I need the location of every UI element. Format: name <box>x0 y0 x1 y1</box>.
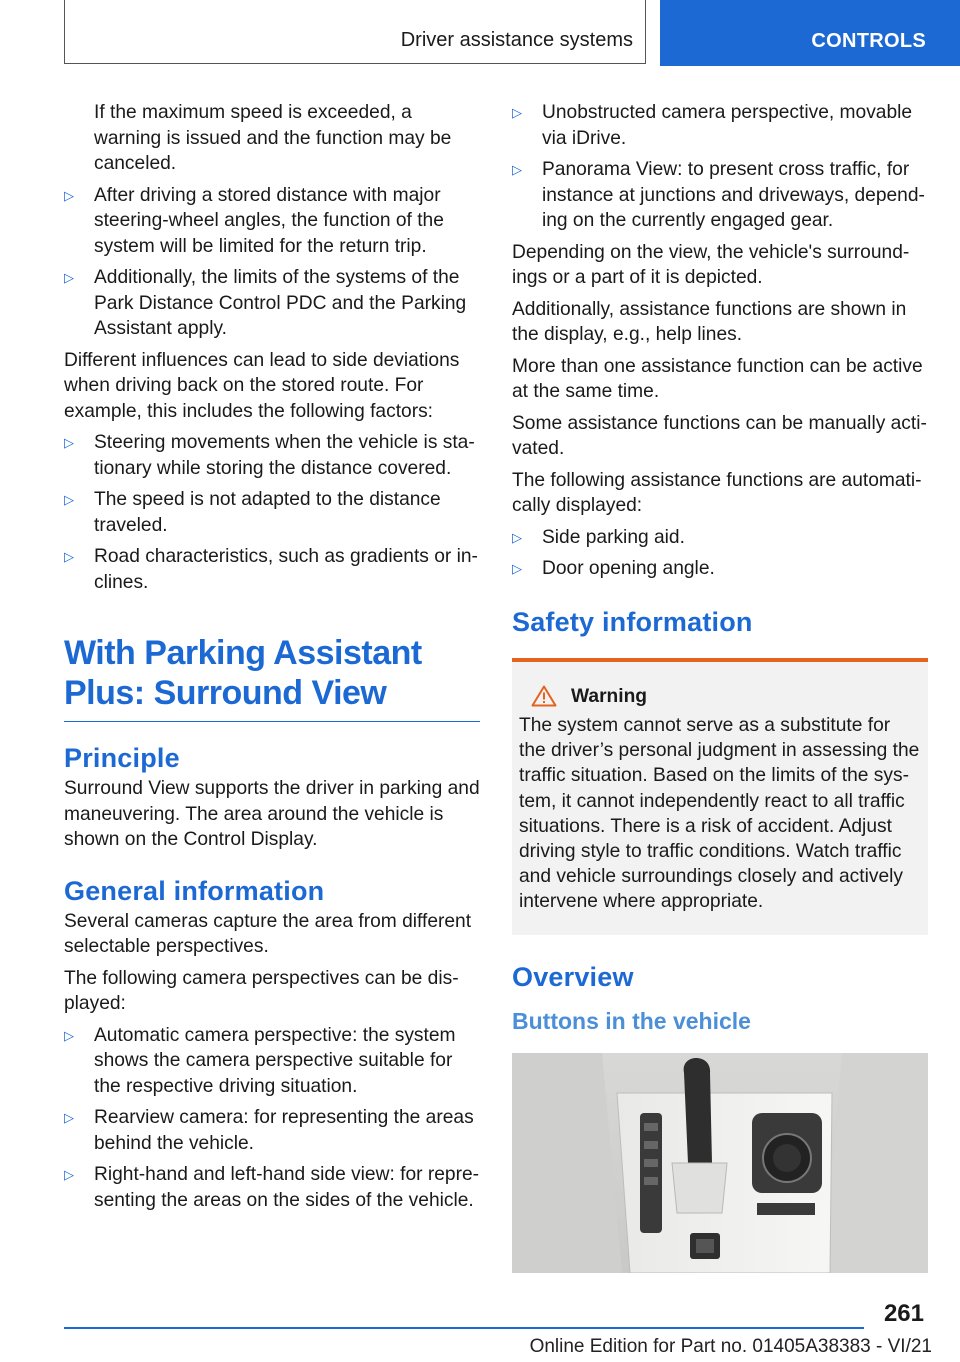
warning-text: The system cannot serve as a substitute for the driver’s personal judgment in assessing the traffic situation. Based on the limits of the system, it cannot independently react to all traffic situations. There is a risk of accident. Adjust driving style to traffic conditions. Watch traffic and vehicle surroundings closely and actively intervene where appropriate. <box>519 715 920 913</box>
list-item: ▷ Road characteristics, such as gradients or inclines. <box>64 546 478 593</box>
footer-divider <box>64 1327 864 1329</box>
automatic-display-paragraph: The following assistance functions are automatically displayed: <box>512 469 922 516</box>
page-number: 261 <box>883 1300 924 1327</box>
header-chapter-label: CONTROLS <box>811 30 926 52</box>
general-text-1: Several cameras capture the area from different selectable perspectives. <box>64 910 472 957</box>
triangle-bullet-icon: ▷ <box>64 435 74 450</box>
triangle-bullet-icon: ▷ <box>64 492 74 507</box>
overview-heading: Overview <box>512 961 634 992</box>
buttons-in-vehicle-heading: Buttons in the vehicle <box>512 1007 751 1034</box>
center-console-image <box>512 1053 928 1273</box>
triangle-bullet-icon: ▷ <box>512 561 522 576</box>
triangle-bullet-icon: ▷ <box>64 270 74 285</box>
header-section-title: Driver assistance systems <box>400 29 633 51</box>
perspectives-list-continued <box>512 100 928 234</box>
view-paragraph: Depending on the view, the vehicle's surroundings or a part of it is depicted. <box>512 241 910 288</box>
right-column <box>512 100 928 1280</box>
warning-triangle-icon <box>531 685 557 707</box>
left-column <box>64 100 480 1219</box>
triangle-bullet-icon: ▷ <box>512 529 522 545</box>
triangle-bullet-icon: ▷ <box>64 549 74 564</box>
limits-list <box>64 183 480 342</box>
triangle-bullet-icon: ▷ <box>64 1027 74 1043</box>
list-item: ▷ Door opening angle. <box>512 556 928 582</box>
warning-box <box>512 658 928 935</box>
edition-footer: Online Edition for Part no. 01405A38383 - VI/21 <box>529 1336 932 1357</box>
list-item: ▷ Additionally, the limits of the systems of the Park Distance Control PDC and the Parking Assistant apply. <box>64 267 467 339</box>
auto-functions-list <box>512 525 928 582</box>
general-text-2: The following camera perspectives can be displayed: <box>64 967 459 1014</box>
continued-text: If the maximum speed is exceeded, a warning is issued and the function may be canceled. <box>94 102 452 174</box>
list-item: ▷ Side parking aid. <box>512 525 928 551</box>
general-information-heading: General information <box>64 875 325 906</box>
list-item: ▷ Rearview camera: for representing the areas behind the vehicle. <box>64 1107 474 1154</box>
principle-text: Surround View supports the driver in parking and maneuvering. The area around the vehicle is shown on the Control Display. <box>64 778 480 850</box>
list-item: ▷ Automatic camera perspective: the system shows the camera perspective suitable for the respective driving situation. <box>64 1024 456 1097</box>
header-chapter-tab <box>660 0 960 66</box>
multiple-functions-paragraph: More than one assistance function can be active at the same time. <box>512 355 923 402</box>
triangle-bullet-icon: ▷ <box>64 187 74 203</box>
influences-paragraph: Different influences can lead to side deviations when driving back on the stored route. For example, this includes the following factors: <box>64 349 460 422</box>
manual-activation-paragraph: Some assistance functions can be manually activated. <box>512 412 927 459</box>
list-item: ▷ Unobstructed camera perspective, movable via iDrive. <box>512 102 913 149</box>
warning-title: Warning <box>571 685 648 707</box>
triangle-bullet-icon: ▷ <box>512 105 522 120</box>
triangle-bullet-icon: ▷ <box>64 1110 74 1125</box>
factors-list <box>64 430 480 595</box>
triangle-bullet-icon: ▷ <box>64 1167 74 1182</box>
list-item: ▷ The speed is not adapted to the distance traveled. <box>64 489 441 536</box>
header-section-box <box>64 0 646 64</box>
assistance-paragraph: Additionally, assistance functions are shown in the display, e.g., help lines. <box>512 298 907 345</box>
safety-information-heading: Safety information <box>512 606 753 637</box>
perspectives-list <box>64 1023 480 1214</box>
list-item: ▷ Right-hand and left-hand side view: for representing the areas on the sides of the vehicle. <box>64 1164 480 1211</box>
list-item: ▷ After driving a stored distance with major steering-wheel angles, the function of the system will be limited for the return trip. <box>64 184 444 257</box>
list-item: ▷ Panorama View: to present cross traffic, for instance at junctions and driveways, depending on the currently engaged gear. <box>512 159 925 231</box>
principle-heading: Principle <box>64 743 180 773</box>
list-item: ▷ Steering movements when the vehicle is stationary while storing the distance covered. <box>64 432 475 479</box>
section-title: With Parking Assistant Plus: Surround View <box>64 633 480 722</box>
page-header <box>0 0 960 66</box>
triangle-bullet-icon: ▷ <box>512 162 522 177</box>
warning-title-row <box>519 684 922 710</box>
